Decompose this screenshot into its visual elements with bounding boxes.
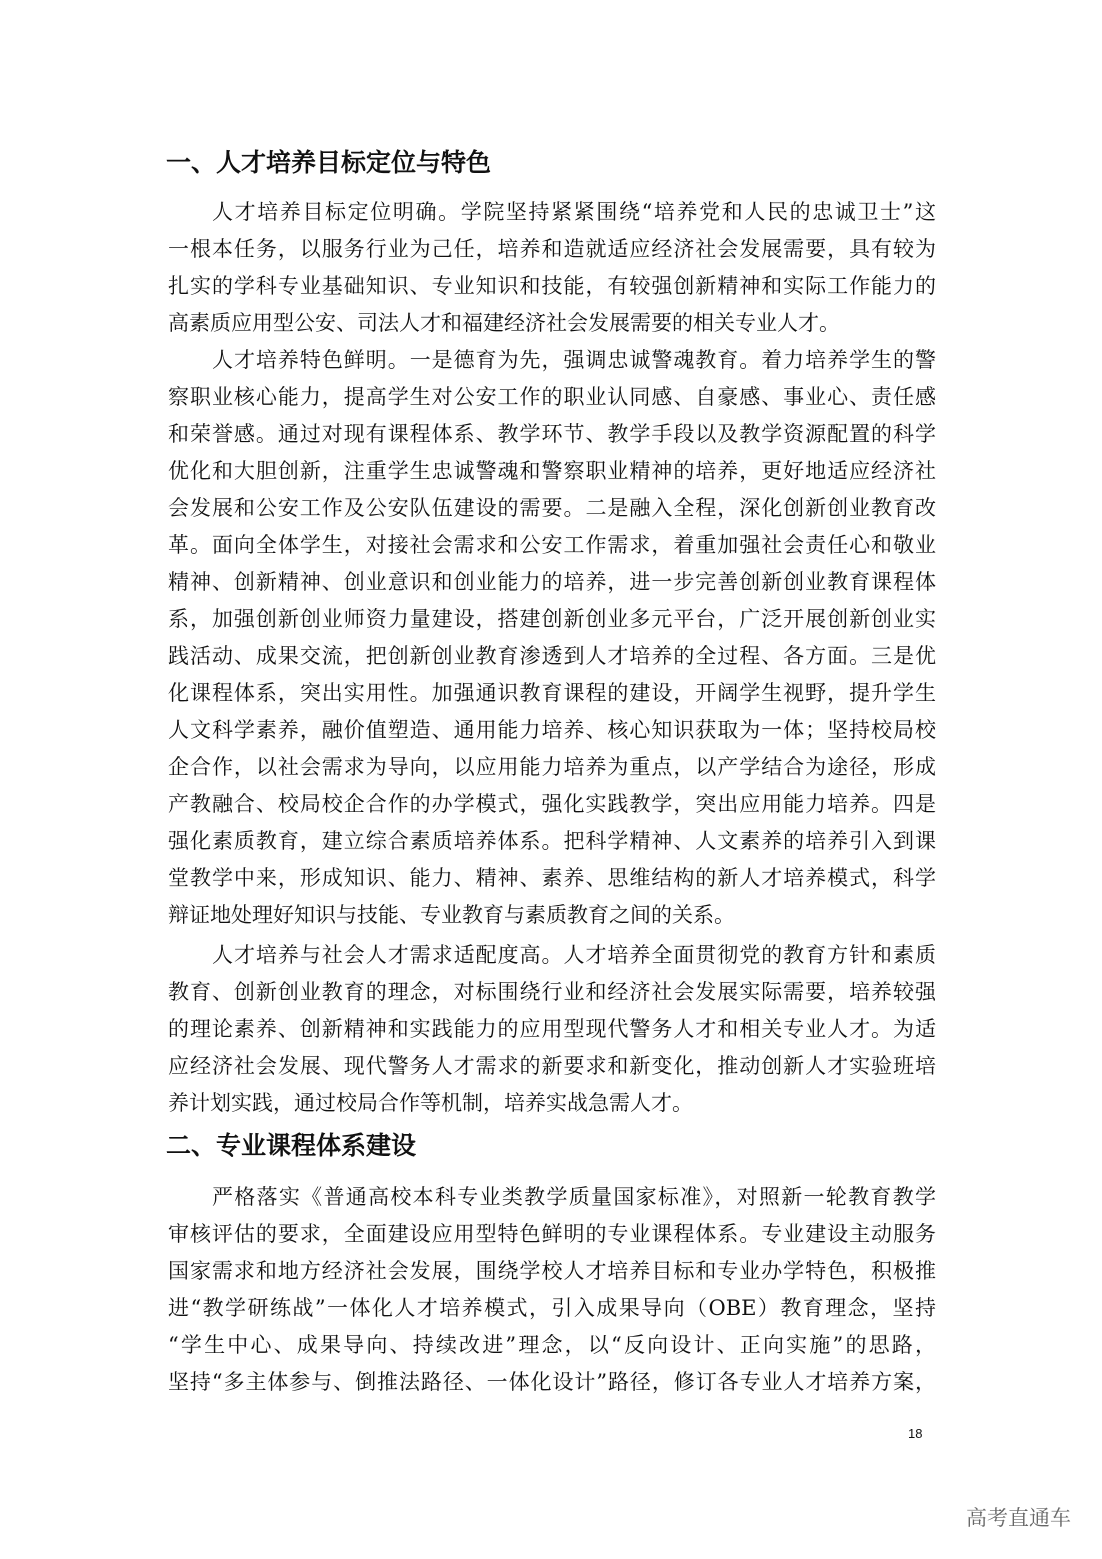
paragraph-line: 人才培养与社会人才需求适配度高。人才培养全面贯彻党的教育方针和素质	[212, 943, 936, 967]
page-number: 18	[908, 1426, 923, 1441]
paragraph-line: 会发展和公安工作及公安队伍建设的需要。二是融入全程，深化创新创业教育改	[168, 496, 936, 520]
paragraph-line: 国家需求和地方经济社会发展，围绕学校人才培养目标和专业办学特色，积极推	[168, 1259, 936, 1283]
paragraph-line: “学生中心、成果导向、持续改进”理念，以“反向设计、正向实施”的思路，	[168, 1333, 936, 1357]
paragraph-line: 审核评估的要求，全面建设应用型特色鲜明的专业课程体系。专业建设主动服务	[168, 1222, 936, 1246]
paragraph-line: 践活动、成果交流，把创新创业教育渗透到人才培养的全过程、各方面。三是优	[168, 644, 936, 668]
paragraph-line: 堂教学中来，形成知识、能力、精神、素养、思维结构的新人才培养模式，科学	[168, 866, 936, 890]
section-2-heading: 二、专业课程体系建设	[166, 1131, 417, 1160]
paragraph-line: 人才培养目标定位明确。学院坚持紧紧围绕“培养党和人民的忠诚卫士”这	[212, 200, 936, 224]
paragraph-line: 进“教学研练战”一体化人才培养模式，引入成果导向（OBE）教育理念，坚持	[168, 1296, 936, 1320]
paragraph-line: 教育、创新创业教育的理念，对标围绕行业和经济社会发展实际需要，培养较强	[168, 980, 936, 1004]
paragraph-line: 一根本任务，以服务行业为己任，培养和造就适应经济社会发展需要，具有较为	[168, 237, 936, 261]
paragraph-line: 系，加强创新创业师资力量建设，搭建创新创业多元平台，广泛开展创新创业实	[168, 607, 936, 631]
paragraph-line: 人才培养特色鲜明。一是德育为先，强调忠诚警魂教育。着力培养学生的警	[212, 348, 936, 372]
paragraph-line: 扎实的学科专业基础知识、专业知识和技能，有较强创新精神和实际工作能力的	[168, 274, 936, 298]
paragraph-line: 应经济社会发展、现代警务人才需求的新要求和新变化，推动创新人才实验班培	[168, 1054, 936, 1078]
paragraph-line: 和荣誉感。通过对现有课程体系、教学环节、教学手段以及教学资源配置的科学	[168, 422, 936, 446]
paragraph-line: 的理论素养、创新精神和实践能力的应用型现代警务人才和相关专业人才。为适	[168, 1017, 936, 1041]
paragraph-line: 辩证地处理好知识与技能、专业教育与素质教育之间的关系。	[168, 903, 735, 927]
paragraph-line: 养计划实践，通过校局合作等机制，培养实战急需人才。	[168, 1091, 693, 1115]
paragraph-line: 产教融合、校局校企合作的办学模式，强化实践教学，突出应用能力培养。四是	[168, 792, 936, 816]
paragraph-line: 严格落实《普通高校本科专业类教学质量国家标准》，对照新一轮教育教学	[212, 1185, 936, 1209]
paragraph-line: 精神、创新精神、创业意识和创业能力的培养，进一步完善创新创业教育课程体	[168, 570, 936, 594]
paragraph-line: 人文科学素养，融价值塑造、通用能力培养、核心知识获取为一体；坚持校局校	[168, 718, 936, 742]
section-1-heading: 一、人才培养目标定位与特色	[166, 148, 492, 177]
paragraph-line: 坚持“多主体参与、倒推法路径、一体化设计”路径，修订各专业人才培养方案，	[168, 1370, 936, 1394]
paragraph-line: 高素质应用型公安、司法人才和福建经济社会发展需要的相关专业人才。	[168, 311, 840, 335]
paragraph-line: 企合作，以社会需求为导向，以应用能力培养为重点，以产学结合为途径，形成	[168, 755, 936, 779]
paragraph-line: 强化素质教育，建立综合素质培养体系。把科学精神、人文素养的培养引入到课	[168, 829, 936, 853]
paragraph-line: 优化和大胆创新，注重学生忠诚警魂和警察职业精神的培养，更好地适应经济社	[168, 459, 936, 483]
watermark: 高考直通车	[966, 1506, 1071, 1530]
paragraph-line: 察职业核心能力，提高学生对公安工作的职业认同感、自豪感、事业心、责任感	[168, 385, 936, 409]
paragraph-line: 革。面向全体学生，对接社会需求和公安工作需求，着重加强社会责任心和敬业	[168, 533, 936, 557]
paragraph-line: 化课程体系，突出实用性。加强通识教育课程的建设，开阔学生视野，提升学生	[168, 681, 936, 705]
